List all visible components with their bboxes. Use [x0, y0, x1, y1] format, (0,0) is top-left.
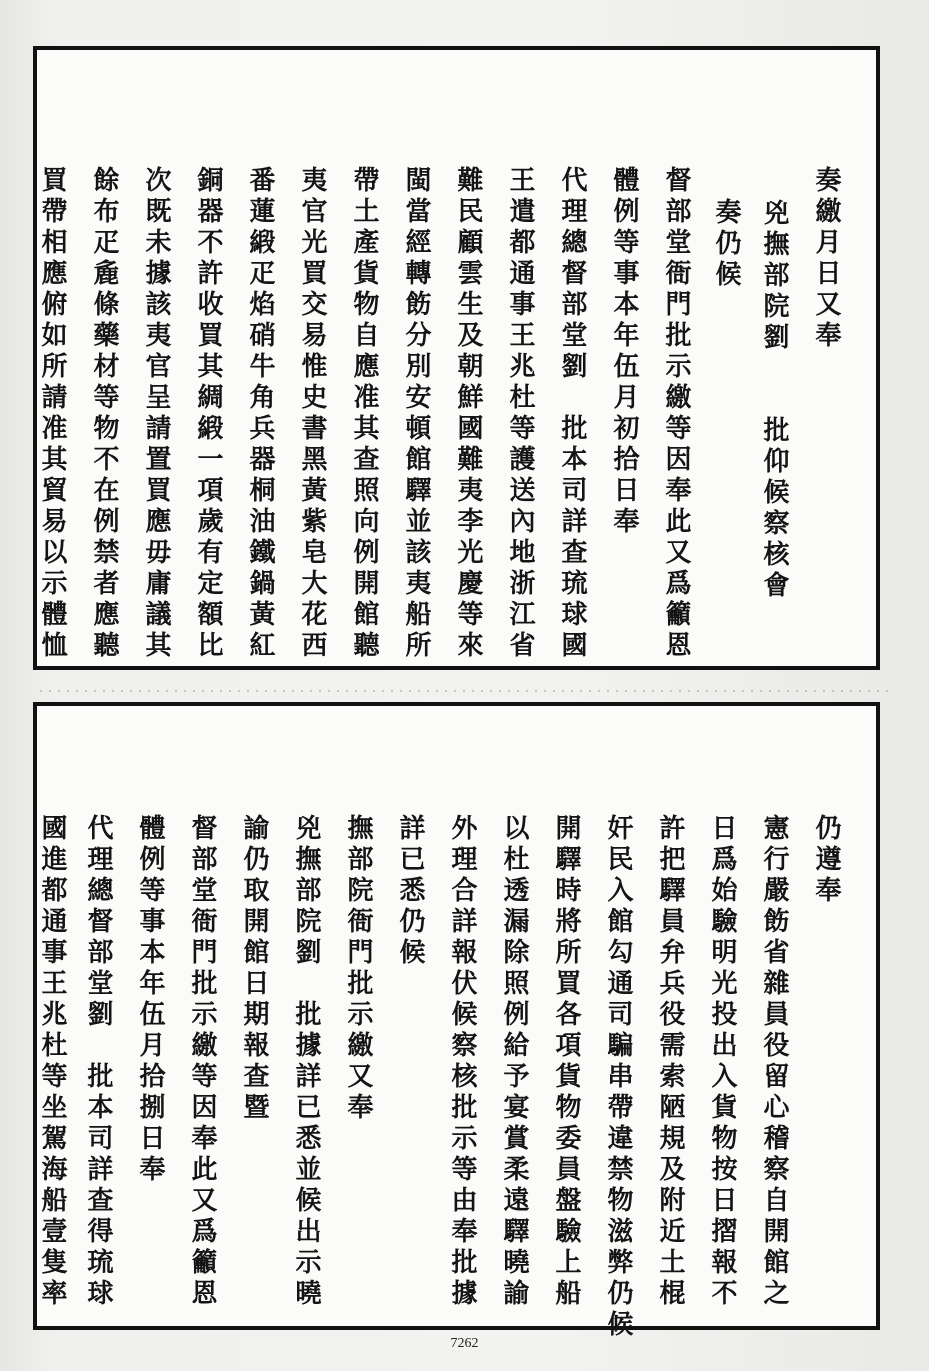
text-column: 督部堂衙門批示繳等因奉此又爲籲恩 — [661, 166, 691, 662]
text-column: 奏仍候 — [711, 136, 741, 291]
text-column: 撫部院衙門批示繳又奉 — [343, 814, 373, 1124]
text-column: 許把驛員弁兵役需索陋規及附近土棍 — [655, 814, 685, 1310]
text-column: 以杜透漏除照例給予宴賞柔遠驛曉諭 — [499, 814, 529, 1310]
text-column: 憲行嚴飭省雜員役留心稽察自開館之 — [759, 814, 789, 1310]
text-column: 代理總督部堂劉 批本司詳查琉球國 — [557, 166, 587, 662]
top-text-columns — [37, 50, 876, 666]
text-column: 難民顧雲生及朝鮮國難夷李光慶等來 — [453, 166, 483, 662]
text-column: 體例等事本年伍月拾捌日奉 — [135, 814, 165, 1186]
text-column: 王遣都通事王兆杜等護送內地浙江省 — [505, 166, 535, 662]
text-column: 外理合詳報伏候察核批示等由奉批據 — [447, 814, 477, 1310]
text-column: 仍遵奉 — [811, 814, 841, 907]
text-column: 代理總督部堂劉 批本司詳查得琉球 — [83, 814, 113, 1310]
text-column: 奏繳月日又奉 — [811, 166, 841, 352]
page-number: 7262 — [450, 1336, 479, 1351]
text-column: 兇撫部院劉 批據詳已悉並候出示曉 — [291, 814, 321, 1310]
text-column: 日爲始驗明光投出入貨物按日摺報不 — [707, 814, 737, 1310]
text-column: 體例等事本年伍月初拾日奉 — [609, 166, 639, 538]
bottom-text-columns — [37, 706, 876, 1341]
bottom-document-panel — [33, 702, 880, 1341]
text-column: 督部堂衙門批示繳等因奉此又爲籲恩 — [187, 814, 217, 1310]
page-divider — [40, 690, 890, 692]
text-column: 奸民入館勾通司騙串帶違禁物滋弊仍候 — [603, 814, 633, 1341]
text-column: 買帶相應俯如所請准其貿易以示體恤 — [37, 166, 67, 662]
text-column: 餘布疋麁條藥材等物不在例禁者應聽 — [89, 166, 119, 662]
text-column: 詳已悉仍候 — [395, 814, 425, 969]
text-column: 國進都通事王兆杜等坐駕海船壹隻率 — [37, 814, 67, 1310]
text-column: 開驛時將所買各項貨物委員盤驗上船 — [551, 814, 581, 1310]
text-column: 閩當經轉飭分別安頓館驛並該夷船所 — [401, 166, 431, 662]
text-column: 夷官光買交易惟史書黑黃紫皂大花西 — [297, 166, 327, 662]
text-column: 銅器不許收買其綢緞一項歲有定額比 — [193, 166, 223, 662]
text-column: 帶土產貨物自應准其查照向例開館聽 — [349, 166, 379, 662]
text-column: 番蓮緞疋焰硝牛角兵器桐油鐵鍋黃紅 — [245, 166, 275, 662]
text-column: 次既未據該夷官呈請置買應毋庸議其 — [141, 166, 171, 662]
text-column: 兇撫部院劉 批仰候察核會 — [759, 168, 789, 602]
top-document-panel — [33, 46, 880, 670]
text-column: 諭仍取開館日期報查暨 — [239, 814, 269, 1124]
